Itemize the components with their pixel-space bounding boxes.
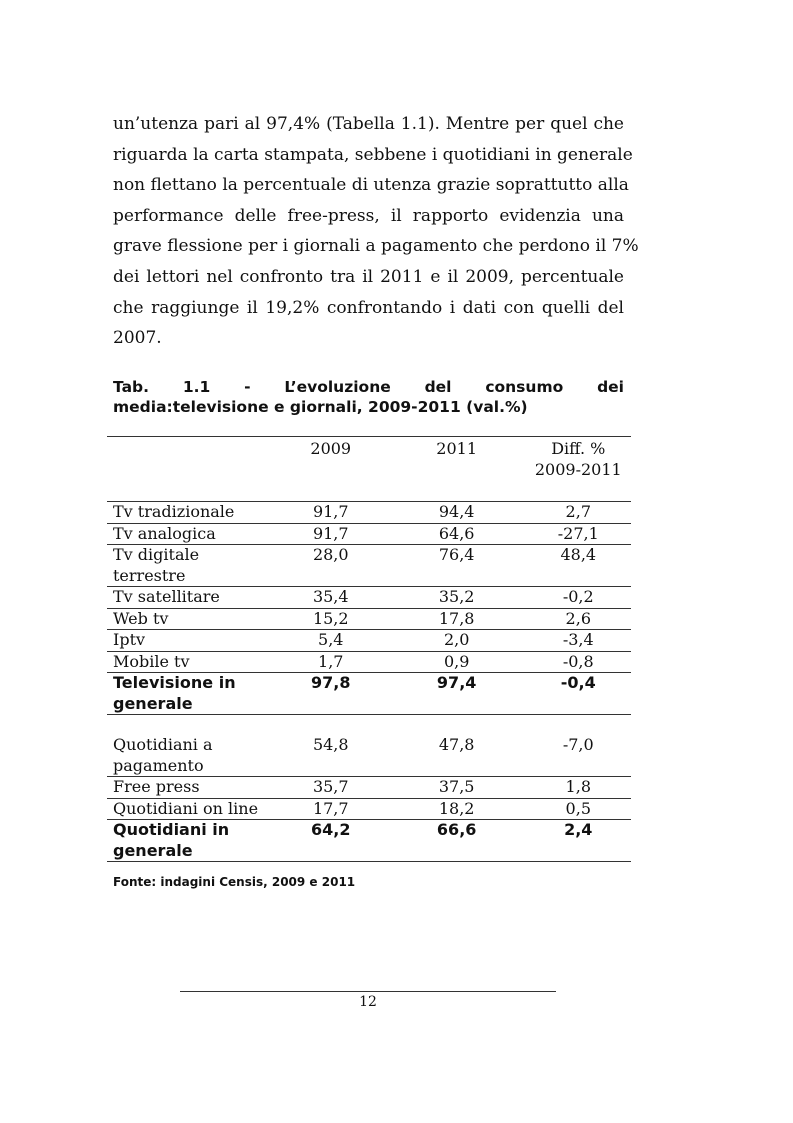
- table-caption: [113, 377, 624, 417]
- table-row-total-newspapers: [107, 820, 631, 862]
- value-diff: -3,4: [526, 630, 631, 652]
- value-2011: 2,0: [388, 630, 526, 652]
- header-cell-empty: [107, 437, 274, 502]
- table-caption-line2: media:televisione e giornali, 2009-2011 (val.%): [113, 398, 528, 416]
- value-diff: 2,4: [526, 820, 631, 862]
- table-source-note: Fonte: indagini Censis, 2009 e 2011: [113, 875, 356, 889]
- row-label: Web tv: [107, 608, 274, 630]
- body-line: performance delle free-press, il rapporto evidenzia una: [113, 205, 624, 226]
- value-2011: 47,8: [388, 715, 526, 777]
- body-line: dei lettori nel confronto tra il 2011 e il 2009, percentuale: [113, 266, 624, 287]
- table-row: [107, 798, 631, 820]
- body-line: 2007.: [113, 328, 162, 349]
- value-2009: 1,7: [274, 651, 388, 673]
- value-2011: 17,8: [388, 608, 526, 630]
- value-2009: 91,7: [274, 523, 388, 545]
- table-row: [107, 545, 631, 587]
- header-cell-2009: 2009: [274, 437, 388, 502]
- body-paragraph: [113, 109, 639, 354]
- value-diff: 2,6: [526, 608, 631, 630]
- value-2009: 5,4: [274, 630, 388, 652]
- value-2009: 35,4: [274, 587, 388, 609]
- value-diff: 48,4: [526, 545, 631, 587]
- body-line: grave flessione per i giornali a pagamento che perdono il 7%: [113, 236, 639, 257]
- table-row: [107, 777, 631, 799]
- value-diff: -27,1: [526, 523, 631, 545]
- value-diff: -0,8: [526, 651, 631, 673]
- table-row: [107, 523, 631, 545]
- value-2009: 91,7: [274, 502, 388, 524]
- value-2009: 97,8: [274, 673, 388, 715]
- value-2011: 66,6: [388, 820, 526, 862]
- value-2009: 64,2: [274, 820, 388, 862]
- header-cell-diff: Diff. % 2009-2011: [526, 437, 631, 502]
- value-2011: 76,4: [388, 545, 526, 587]
- table-row-total-tv: [107, 673, 631, 715]
- value-2011: 94,4: [388, 502, 526, 524]
- value-2011: 97,4: [388, 673, 526, 715]
- value-2009: 28,0: [274, 545, 388, 587]
- media-consumption-table: [107, 436, 631, 862]
- value-2011: 64,6: [388, 523, 526, 545]
- value-diff: -0,2: [526, 587, 631, 609]
- row-label: Televisione in generale: [107, 673, 274, 715]
- value-2009: 17,7: [274, 798, 388, 820]
- footer-divider: [180, 991, 556, 992]
- table-row: [107, 715, 631, 777]
- page-number: 12: [359, 994, 377, 1010]
- value-2009: 54,8: [274, 715, 388, 777]
- body-line: riguarda la carta stampata, sebbene i quotidiani in generale: [113, 144, 633, 165]
- table-row: [107, 630, 631, 652]
- value-diff: -7,0: [526, 715, 631, 777]
- table-caption-line1: Tab. 1.1 - L’evoluzione del consumo dei: [113, 378, 624, 396]
- table-row: [107, 608, 631, 630]
- row-label: Free press: [107, 777, 274, 799]
- table-row: [107, 587, 631, 609]
- table-row: [107, 502, 631, 524]
- row-label: Tv analogica: [107, 523, 274, 545]
- value-diff: 2,7: [526, 502, 631, 524]
- row-label: Tv tradizionale: [107, 502, 274, 524]
- row-label: Tv digitale terrestre: [107, 545, 274, 587]
- table-header-row: [107, 437, 631, 502]
- row-label: Iptv: [107, 630, 274, 652]
- header-cell-2011: 2011: [388, 437, 526, 502]
- body-line: non flettano la percentuale di utenza grazie soprattutto alla: [113, 175, 629, 196]
- value-2009: 15,2: [274, 608, 388, 630]
- body-line: che raggiunge il 19,2% confrontando i dati con quelli del: [113, 297, 624, 318]
- value-2011: 18,2: [388, 798, 526, 820]
- table-row: [107, 651, 631, 673]
- row-label: Quotidiani in generale: [107, 820, 274, 862]
- value-2011: 35,2: [388, 587, 526, 609]
- row-label: Tv satellitare: [107, 587, 274, 609]
- row-label: Quotidiani a pagamento: [107, 715, 274, 777]
- value-2009: 35,7: [274, 777, 388, 799]
- value-diff: 1,8: [526, 777, 631, 799]
- row-label: Quotidiani on line: [107, 798, 274, 820]
- value-2011: 0,9: [388, 651, 526, 673]
- row-label: Mobile tv: [107, 651, 274, 673]
- value-diff: 0,5: [526, 798, 631, 820]
- value-2011: 37,5: [388, 777, 526, 799]
- value-diff: -0,4: [526, 673, 631, 715]
- body-line: un’utenza pari al 97,4% (Tabella 1.1). Mentre per quel che: [113, 114, 624, 134]
